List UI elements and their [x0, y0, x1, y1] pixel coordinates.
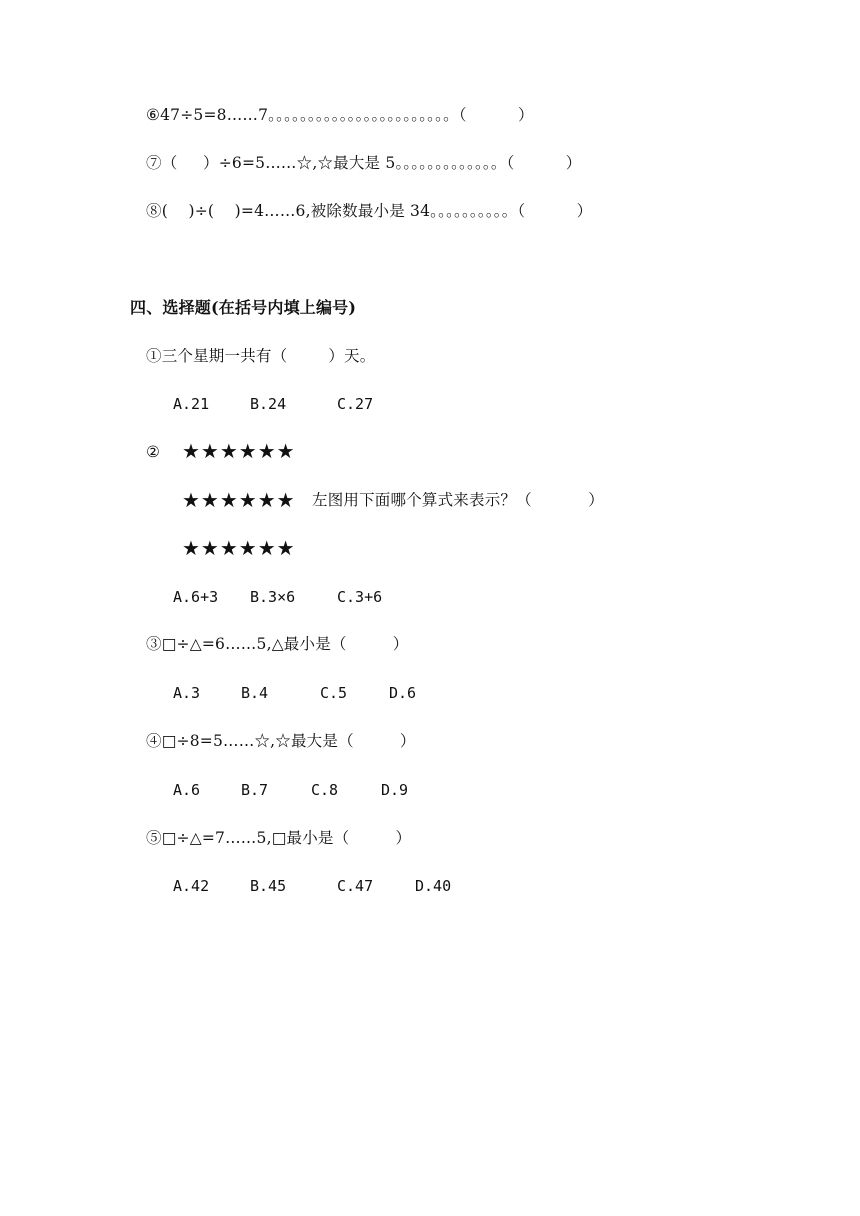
q5-option-b: B.45 — [250, 877, 287, 895]
q3-option-a: A.3 — [173, 684, 201, 702]
question-7: ⑦（ ）÷6=5……☆,☆最大是 5。。。。。。。。。。。。。（ ） — [146, 154, 582, 172]
q2-option-b: B.3×6 — [250, 588, 296, 606]
question-6: ⑥47÷5=8……7。。。。。。。。。。。。。。。。。。。。。。。（ ） — [146, 106, 534, 124]
q4-option-d: D.9 — [381, 781, 409, 799]
q5-option-c: C.47 — [337, 877, 374, 895]
choice-question-3: ③□÷△=6……5,△最小是（ ） — [146, 635, 409, 653]
choice-question-2-number: ② — [146, 443, 161, 461]
star-row-1: ★★★★★★ — [182, 439, 296, 463]
question-8: ⑧( )÷( )=4……6,被除数最小是 34。。。。。。。。。。（ ） — [146, 202, 593, 220]
q2-option-a: A.6+3 — [173, 588, 219, 606]
q5-option-d: D.40 — [415, 877, 452, 895]
star-row-3: ★★★★★★ — [182, 536, 296, 560]
q4-option-a: A.6 — [173, 781, 201, 799]
q1-option-b: B.24 — [250, 395, 287, 413]
q1-option-a: A.21 — [173, 395, 210, 413]
choice-question-4: ④□÷8=5……☆,☆最大是（ ） — [146, 732, 416, 750]
section-heading: 四、选择题(在括号内填上编号) — [130, 298, 357, 317]
q1-option-c: C.27 — [337, 395, 374, 413]
q4-option-b: B.7 — [241, 781, 269, 799]
choice-question-2-text: 左图用下面哪个算式来表示？（ ） — [312, 491, 604, 509]
q3-option-c: C.5 — [320, 684, 348, 702]
q5-option-a: A.42 — [173, 877, 210, 895]
choice-question-1: ①三个星期一共有（ ）天。 — [146, 347, 376, 365]
q2-option-c: C.3+6 — [337, 588, 383, 606]
choice-question-5: ⑤□÷△=7……5,□最小是（ ） — [146, 829, 412, 847]
q3-option-b: B.4 — [241, 684, 269, 702]
star-row-2: ★★★★★★ — [182, 488, 296, 512]
q3-option-d: D.6 — [389, 684, 417, 702]
q4-option-c: C.8 — [311, 781, 339, 799]
